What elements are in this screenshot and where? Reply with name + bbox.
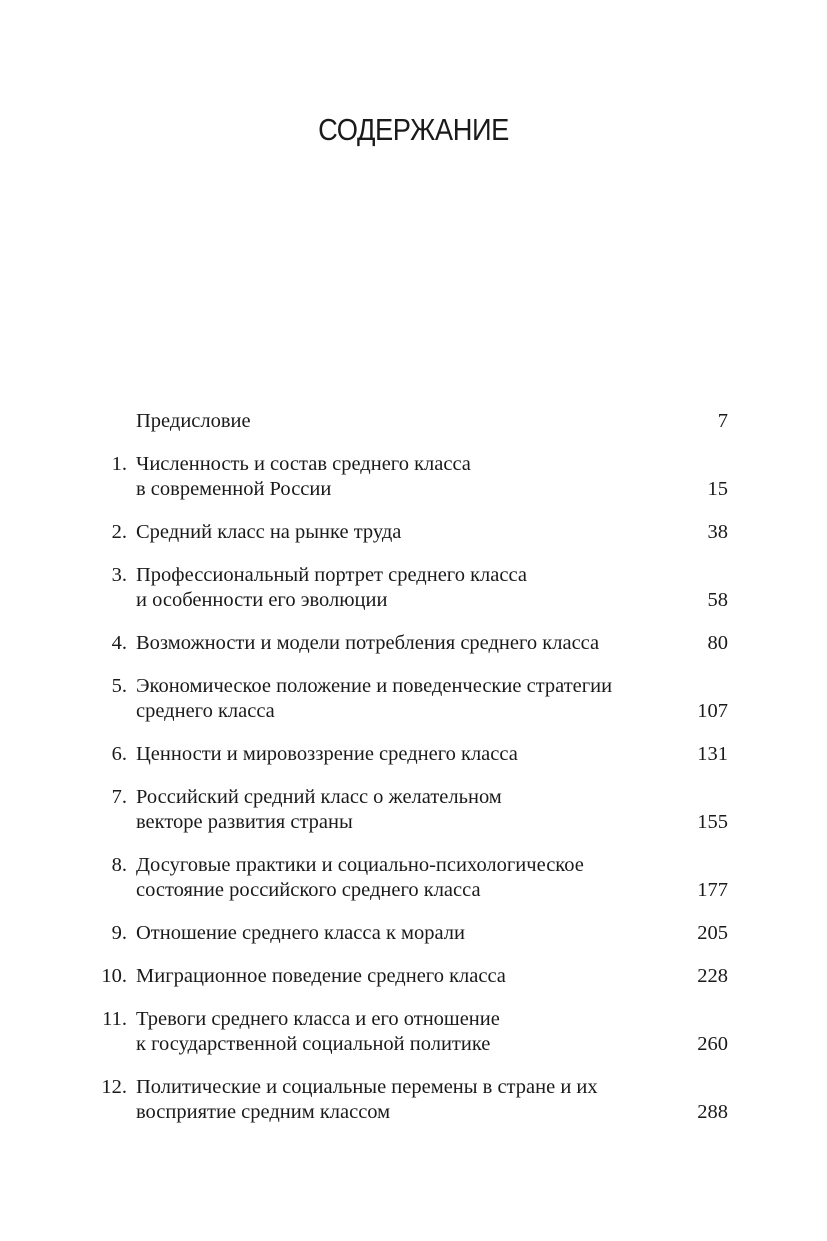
toc-entry-page-number: 228 (697, 965, 728, 987)
toc-entry-number: 4. (111, 632, 127, 654)
toc-entry-title-line: в современной России (136, 478, 332, 500)
toc-entry-title (136, 853, 658, 903)
toc-entry-number: 8. (111, 854, 127, 876)
toc-entry-number: 6. (111, 743, 127, 765)
toc-entry (96, 853, 728, 903)
toc-entry-title-line: Политические и социальные перемены в стране и их (136, 1076, 598, 1098)
toc-entry-title-line: векторе развития страны (136, 811, 353, 833)
toc-entry-title-line: Предисловие (136, 410, 251, 432)
toc-entry (96, 785, 728, 835)
toc-entry-title-line: состояние российского среднего класса (136, 879, 481, 901)
toc-entry-number: 5. (111, 675, 127, 697)
toc-entry (96, 674, 728, 724)
toc-entry-title (136, 785, 658, 835)
toc-entry-title-line: Профессиональный портрет среднего класса (136, 564, 527, 586)
toc-entry-number: 3. (111, 564, 127, 586)
toc-entry-title-line: Численность и состав среднего класса (136, 453, 471, 475)
toc-entry-title (136, 520, 658, 545)
toc-entry-page-number: 155 (697, 811, 728, 833)
toc-entry-title (136, 409, 658, 434)
toc-entry-title-line: и особенности его эволюции (136, 589, 388, 611)
toc-entry-number: 10. (101, 965, 127, 987)
toc-entry-number: 12. (101, 1076, 127, 1098)
toc-entry-title-line: Ценности и мировоззрение среднего класса (136, 743, 518, 765)
toc-entry-page-number: 7 (717, 410, 728, 432)
toc-entry-number: 11. (102, 1008, 127, 1030)
toc-entry-title-line: Средний класс на рынке труда (136, 521, 402, 543)
toc-entry-title (136, 563, 658, 613)
toc-entry (96, 1075, 728, 1125)
toc-entry-number: 9. (111, 922, 127, 944)
toc-entry-title (136, 1075, 658, 1125)
toc-entry (96, 409, 728, 434)
toc-entry-page-number: 288 (697, 1101, 728, 1123)
toc-entry-page-number: 260 (697, 1033, 728, 1055)
toc-entry (96, 631, 728, 656)
toc-entry-title (136, 674, 658, 724)
toc-entry-number: 7. (111, 786, 127, 808)
toc-entry-title (136, 452, 658, 502)
toc-entry-title (136, 921, 658, 946)
toc-entry-number: 1. (111, 453, 127, 475)
toc-entry-title (136, 1007, 658, 1057)
toc-entry-title-line: Возможности и модели потребления среднего класса (136, 632, 600, 654)
toc-entry (96, 964, 728, 989)
toc-entry-number: 2. (111, 521, 127, 543)
toc-entry-title-line: Российский средний класс о желательном (136, 786, 502, 808)
toc-entry-page-number: 107 (697, 700, 728, 722)
toc-entry (96, 520, 728, 545)
toc-entry-title-line: среднего класса (136, 700, 275, 722)
toc-entry (96, 921, 728, 946)
toc-entry-title-line: Досуговые практики и социально-психологическое (136, 854, 584, 876)
toc-entry-page-number: 15 (707, 478, 728, 500)
toc-entry-page-number: 131 (697, 743, 728, 765)
toc-entry-title (136, 742, 658, 767)
page-title: СОДЕРЖАНИЕ (318, 112, 509, 147)
toc-entry-title-line: Миграционное поведение среднего класса (136, 965, 506, 987)
toc-entry-title-line: Отношение среднего класса к морали (136, 922, 465, 944)
table-of-contents (96, 409, 728, 1143)
toc-entry-title-line: восприятие средним классом (136, 1101, 391, 1123)
toc-entry-title-line: к государственной социальной политике (136, 1033, 491, 1055)
toc-entry-page-number: 177 (697, 879, 728, 901)
toc-entry (96, 563, 728, 613)
toc-entry-page-number: 205 (697, 922, 728, 944)
toc-entry-title (136, 964, 658, 989)
toc-entry-page-number: 80 (707, 632, 728, 654)
toc-entry-page-number: 38 (707, 521, 728, 543)
toc-entry (96, 452, 728, 502)
toc-entry-title (136, 631, 658, 656)
toc-entry-page-number: 58 (707, 589, 728, 611)
toc-entry-title-line: Экономическое положение и поведенческие стратегии (136, 675, 613, 697)
toc-entry-title-line: Тревоги среднего класса и его отношение (136, 1008, 500, 1030)
toc-entry (96, 742, 728, 767)
toc-entry (96, 1007, 728, 1057)
